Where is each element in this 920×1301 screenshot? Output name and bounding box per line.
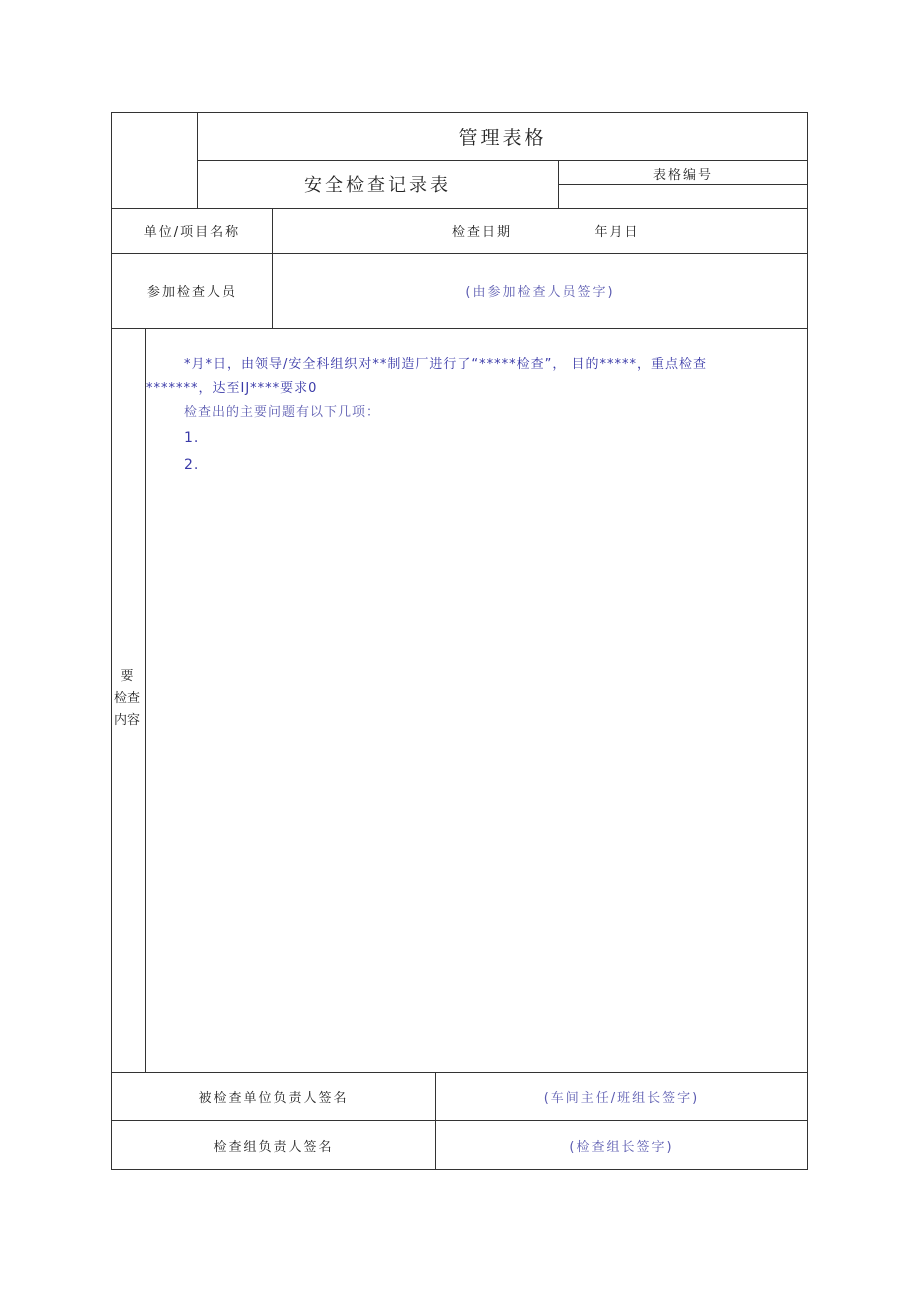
content-item-2: 2. <box>184 457 200 473</box>
inspection-team-signature-label: 检查组负责人签名 <box>213 1139 334 1155</box>
form-number-value[interactable] <box>558 185 808 208</box>
content-item-1: 1. <box>184 430 200 446</box>
inspection-date-value[interactable]: 年月日 <box>594 225 640 240</box>
row-divider-3 <box>112 328 808 329</box>
inspectors-label: 参加检查人员 <box>146 285 237 300</box>
content-side-label <box>112 666 145 736</box>
unit-project-label: 单位/项目名称 <box>143 225 241 240</box>
content-body[interactable] <box>146 353 806 1073</box>
form-number-label: 表格编号 <box>652 167 713 183</box>
inspected-unit-signature-label: 被检查单位负责人签名 <box>198 1090 349 1106</box>
inspection-date-label: 检查日期 <box>451 225 512 240</box>
form-sub-title: 安全检查记录表 <box>304 175 451 196</box>
inspected-unit-signature-field[interactable]: (车间主任/班组长签字) <box>543 1090 700 1106</box>
inspection-form <box>111 112 808 1170</box>
content-side-label-line1: 要 <box>120 669 134 684</box>
content-line-2: *******，达至IJ****要求0 <box>146 381 318 396</box>
content-side-label-line2: 检查 <box>113 691 140 706</box>
content-line-1: *月*日，由领导/安全科组织对**制造厂进行了“*****检查”， 目的*****，重点检查 <box>184 357 707 372</box>
content-line-3: 检查出的主要问题有以下几项： <box>184 405 381 420</box>
inspectors-signature-field[interactable]: (由参加检查人员签字) <box>465 285 615 300</box>
form-main-title: 管理表格 <box>458 127 547 149</box>
content-side-label-line3: 内容 <box>113 713 140 728</box>
inspection-team-signature-field[interactable]: (检查组长签字) <box>569 1139 674 1155</box>
